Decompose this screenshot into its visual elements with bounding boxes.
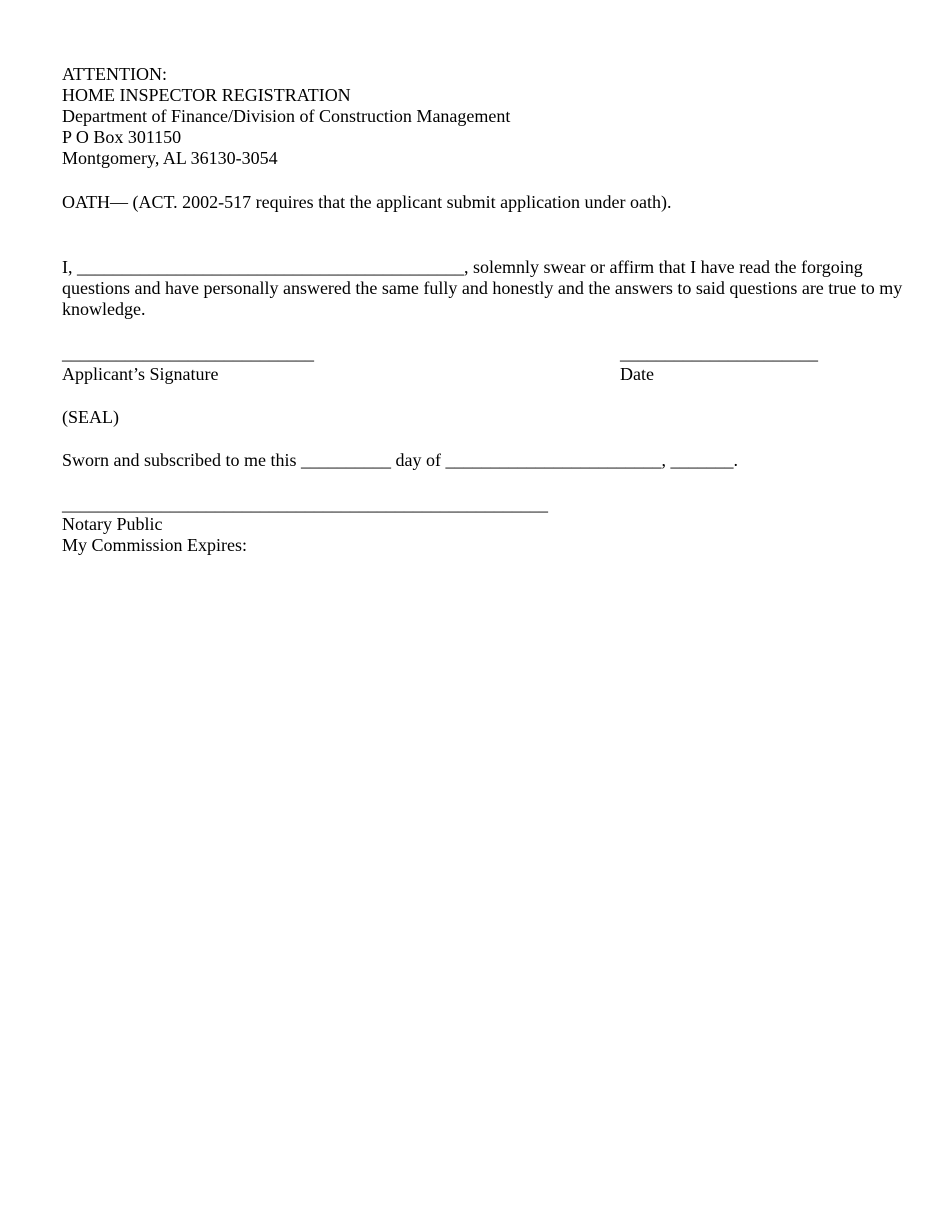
applicant-signature-label: Applicant’s Signature — [62, 364, 219, 384]
year-blank[interactable]: _______ — [670, 450, 734, 470]
month-blank[interactable]: ________________________ — [445, 450, 662, 470]
sworn-line — [62, 450, 738, 471]
notary-public-label: Notary Public — [62, 514, 163, 534]
attention-label: ATTENTION: — [62, 64, 167, 84]
po-box: P O Box 301150 — [62, 127, 182, 147]
applicant-name-blank[interactable]: ___________________________________________ — [77, 257, 464, 277]
commission-expires-label: My Commission Expires: — [62, 535, 248, 555]
separator: , — [661, 450, 671, 470]
date-label: Date — [620, 364, 654, 384]
date-blank[interactable]: ______________________ — [620, 343, 818, 363]
day-of-text: day of — [390, 450, 446, 470]
oath-body: , solemnly swear or affirm that I have read the forgoing questions and have personally answered the same fully and honestly and the answers to said questions are true to my knowledge. — [62, 257, 903, 319]
oath-statement — [62, 257, 912, 320]
applicant-signature-blank[interactable]: ____________________________ — [62, 343, 314, 363]
sworn-prefix: Sworn and subscribed to me this — [62, 450, 301, 470]
day-blank[interactable]: __________ — [300, 450, 391, 470]
oath-prefix: I, — [62, 257, 77, 277]
period: . — [733, 450, 738, 470]
city-state-zip: Montgomery, AL 36130-3054 — [62, 148, 278, 168]
department: Department of Finance/Division of Construction Management — [62, 106, 511, 126]
seal-label: (SEAL) — [62, 407, 119, 427]
oath-heading: OATH— (ACT. 2002-517 requires that the applicant submit application under oath). — [62, 192, 672, 212]
notary-signature-blank[interactable]: ______________________________________________________ — [62, 494, 548, 514]
registration-unit: HOME INSPECTOR REGISTRATION — [62, 85, 351, 105]
